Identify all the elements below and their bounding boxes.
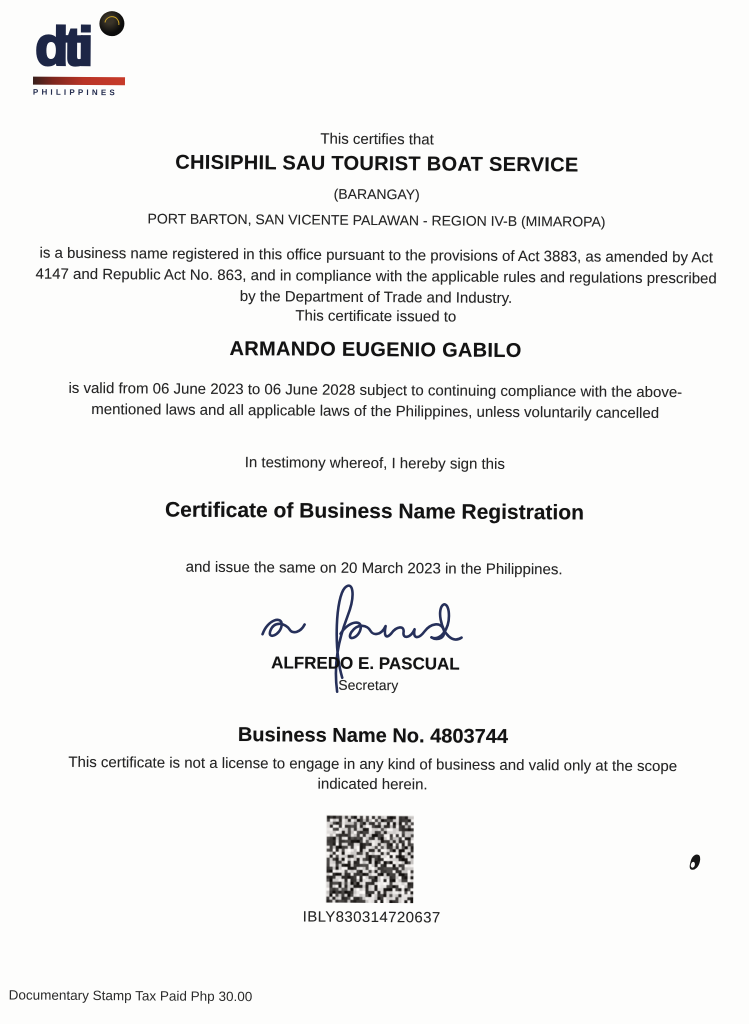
issued-to-line: This certificate issued to	[295, 307, 457, 326]
dti-seal-icon	[99, 11, 124, 36]
validity-clause: is valid from 06 June 2023 to 06 June 2028 subject to continuing compliance with the above-mentioned laws and all applicable laws of the Philippines, unless voluntarily cancelled	[68, 379, 683, 422]
scope-line: (BARANGAY)	[333, 185, 420, 203]
testimony-line: In testimony whereof, I hereby sign this	[244, 454, 505, 473]
business-name: CHISIPHIL SAU TOURIST BOAT SERVICE	[175, 151, 579, 177]
stamp-tax-note: Documentary Stamp Tax Paid Php 30.00	[8, 987, 253, 1005]
qr-code	[325, 815, 414, 904]
signatory-name: ALFREDO E. PASCUAL	[271, 653, 460, 674]
disclaimer: This certificate is not a license to engage in any kind of business and valid only at the scope indicated herein.	[68, 753, 678, 794]
address-line: PORT BARTON, SAN VICENTE PALAWAN - REGION IV-B (MIMAROPA)	[147, 210, 606, 230]
qr-caption: IBLY830314720637	[302, 908, 441, 927]
issue-date-line: and issue the same on 20 March 2023 in the Philippines.	[185, 558, 563, 579]
dti-wordmark: dti	[35, 16, 90, 77]
dti-logo	[32, 16, 144, 98]
registration-clause: is a business name registered in this office pursuant to the provisions of Act 3883, as amended by Act 4147 and Republic Act No. 863, and in compliance with the applicable rules and regulations prescribed by the Department of Trade and Industry.	[35, 244, 717, 307]
business-name-number: Business Name No. 4803744	[237, 724, 509, 748]
dti-caption: PHILIPPINES	[32, 87, 118, 98]
ink-smudge	[689, 853, 702, 871]
owner-name: ARMANDO EUGENIO GABILO	[229, 337, 522, 363]
dti-red-bar	[33, 77, 125, 86]
signatory-title: Secretary	[338, 676, 399, 694]
certifies-line: This certifies that	[320, 130, 434, 149]
certificate-title: Certificate of Business Name Registration	[164, 498, 585, 525]
